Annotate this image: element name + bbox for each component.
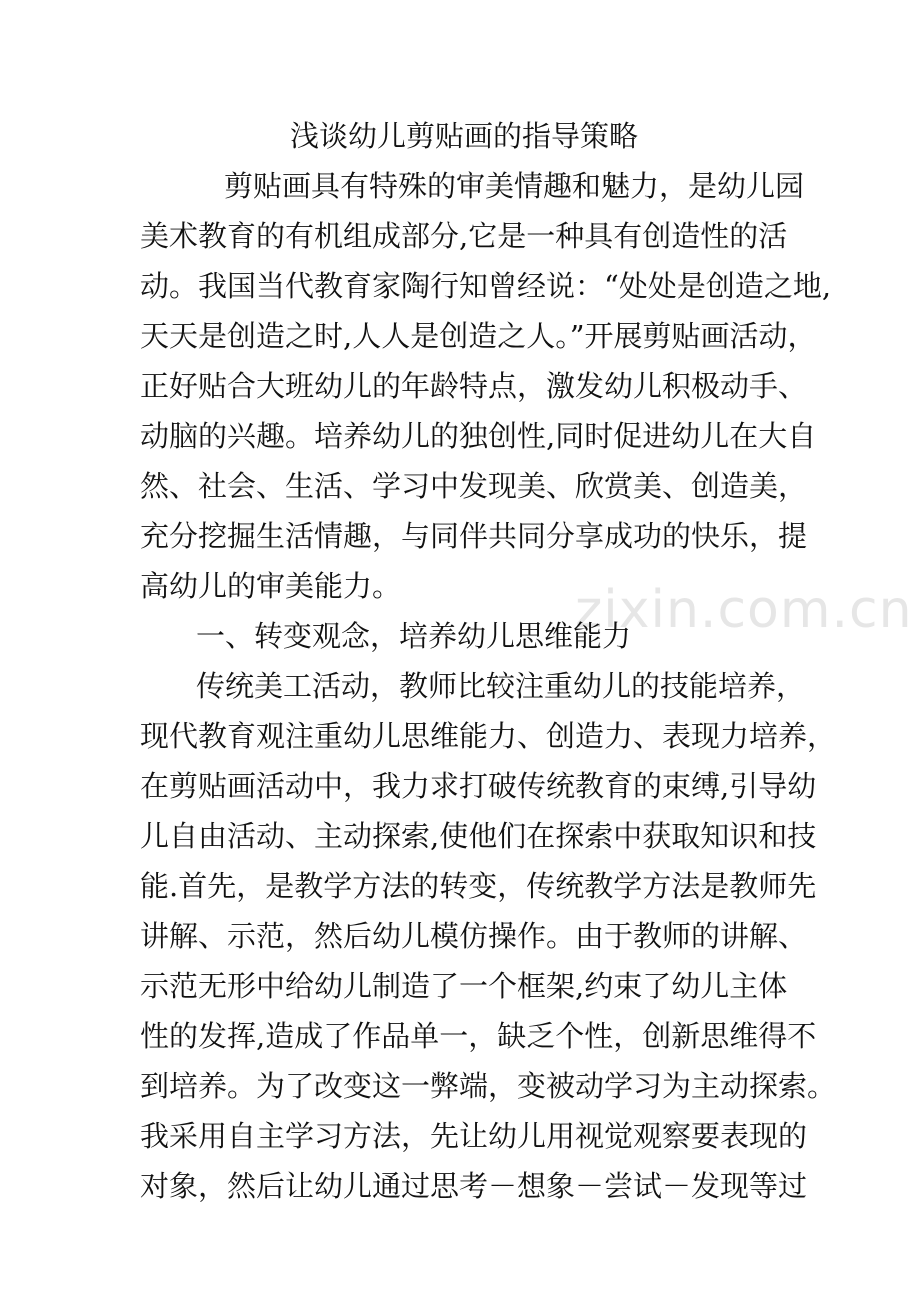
paragraph-line: 我采用自主学习方法，先让幼儿用视觉观察要表现的	[140, 1119, 808, 1153]
paragraph-line: 天天是创造之时,人人是创造之人。”开展剪贴画活动，	[140, 319, 817, 353]
paragraph-line: 动脑的兴趣。培养幼儿的独创性,同时促进幼儿在大自	[140, 419, 817, 453]
paragraph-line: 高幼儿的审美能力。	[140, 569, 402, 603]
paragraph-line: 动。我国当代教育家陶行知曾经说：“处处是创造之地,	[140, 269, 832, 303]
paragraph-line: 正好贴合大班幼儿的年龄特点，激发幼儿积极动手、	[140, 369, 808, 403]
paragraph-line: 能.首先，是教学方法的转变，传统教学方法是教师先	[140, 869, 817, 903]
paragraph-line: 传统美工活动，教师比较注重幼儿的技能培养，	[196, 669, 806, 703]
document-title: 浅谈幼儿剪贴画的指导策略	[290, 119, 639, 153]
paragraph-line: 示范无形中给幼儿制造了一个框架,约束了幼儿主体	[140, 969, 788, 1003]
watermark: zixin.com.cn	[575, 580, 913, 640]
paragraph-line: 然、社会、生活、学习中发现美、欣赏美、创造美，	[140, 469, 808, 503]
paragraph-line: 剪贴画具有特殊的审美情趣和魅力，是幼儿园	[224, 169, 805, 203]
paragraph-line: 对象，然后让幼儿通过思考－想象－尝试－发现等过	[140, 1169, 808, 1203]
paragraph-line: 美术教育的有机组成部分,它是一种具有创造性的活	[140, 219, 788, 253]
paragraph-line: 现代教育观注重幼儿思维能力、创造力、表现力培养，	[140, 719, 837, 753]
paragraph-line: 性的发挥,造成了作品单一，缺乏个性，创新思维得不	[140, 1019, 817, 1053]
paragraph-line: 到培养。为了改变这一弊端，变被动学习为主动探索。	[140, 1069, 837, 1103]
paragraph-line: 在剪贴画活动中，我力求打破传统教育的束缚,引导幼	[140, 769, 817, 803]
paragraph-line: 讲解、示范，然后幼儿模仿操作。由于教师的讲解、	[140, 919, 808, 953]
section-heading: 一、转变观念，培养幼儿思维能力	[196, 619, 632, 653]
paragraph-line: 儿自由活动、主动探索,使他们在探索中获取知识和技	[140, 819, 817, 853]
paragraph-line: 充分挖掘生活情趣，与同伴共同分享成功的快乐，提	[140, 519, 808, 553]
